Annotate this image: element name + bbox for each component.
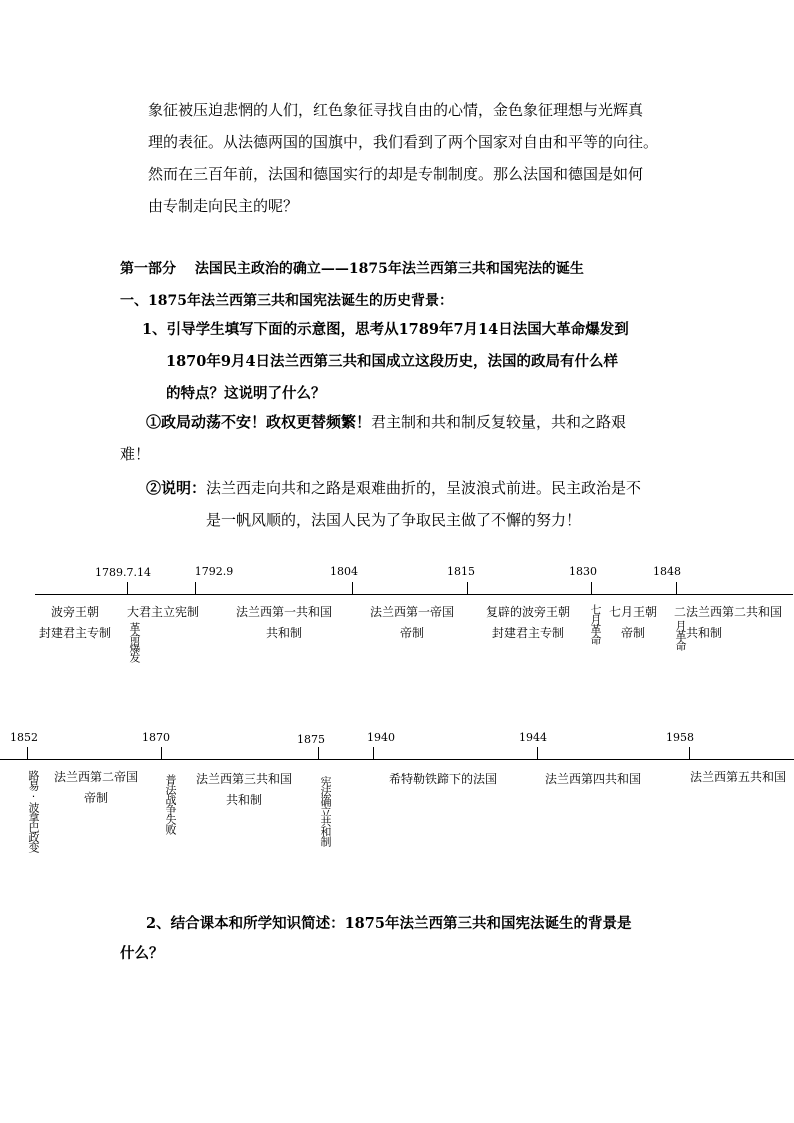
period-fourth-republic: 法兰西第四共和国: [544, 772, 641, 786]
timeline-1-year: 1789.7.14: [95, 566, 151, 579]
timeline-2-year: 1944: [519, 731, 547, 744]
intro-line-1: 象征被压迫悲惘的人们，红色象征寻找自由的心情，金色象征理想与光辉真: [148, 101, 644, 119]
vertical-label-july-revolution: 七月革命: [589, 604, 602, 644]
q1-line-3: 的特点？这说明了什么？: [166, 385, 326, 402]
timeline-1-tick: [127, 582, 128, 594]
timeline-1-tick: [352, 582, 353, 594]
timeline-2-year: 1958: [666, 731, 694, 744]
timeline-1-tick: [676, 582, 677, 594]
timeline-2-tick: [318, 747, 319, 759]
timeline-2-year: 1870: [142, 731, 170, 744]
vertical-label-february-revolution: 月革命: [674, 620, 687, 650]
timeline-1-year: 1792.9: [194, 565, 234, 578]
section-heading: 一、1875年法兰西第三共和国宪法诞生的历史背景：: [120, 293, 453, 309]
timeline-1-year: 1815: [447, 565, 475, 578]
timeline-2-tick: [689, 747, 690, 759]
timeline-2-tick: [373, 747, 374, 759]
intro-line-4: 由专制走向民主的呢？: [148, 197, 299, 215]
timeline-1-year: 1830: [569, 565, 597, 578]
period-bourbon-restoration: 复辟的波旁王朝 封建君主专制: [485, 605, 570, 640]
intro-line-2: 理的表征。从法德两国的国旗中，我们看到了两个国家对自由和平等的向往。: [148, 133, 659, 151]
answer-1-text: 君主制和共和制反复较量，共和之路艰: [371, 413, 627, 431]
answer-1-bold: ①政局动荡不安！政权更替频繁！: [146, 413, 372, 431]
period-constitutional-monarchy: 大君主立宪制: [127, 605, 200, 619]
period-first-empire: 法兰西第一帝国 帝制: [369, 605, 454, 640]
period-bourbon: 波旁王朝 封建君主专制: [38, 605, 111, 640]
timeline-2-tick: [27, 747, 28, 759]
answer-1-continuation: 难！: [120, 445, 151, 463]
q1-line-2: 1870年9月4日法兰西第三共和国成立这段历史，法国的政局有什么样: [166, 353, 619, 370]
answer-2-line: [146, 472, 641, 504]
part-heading: 第一部分 法国民主政治的确立——1875年法兰西第三共和国宪法的诞生: [120, 261, 584, 277]
vertical-label-revolution: 革命爆发: [128, 622, 141, 662]
period-second-empire: 法兰西第二帝国 帝制: [53, 770, 138, 805]
period-fifth-republic: 法兰西第五共和国: [689, 770, 786, 784]
timeline-2-tick: [537, 747, 538, 759]
q1-line-1: 1、引导学生填写下面的示意图，思考从1789年7月14日法国大革命爆发到: [142, 321, 629, 338]
timeline-1-axis: [35, 594, 793, 595]
timeline-1-tick: [591, 582, 592, 594]
intro-line-3: 然而在三百年前，法国和德国实行的却是专制制度。那么法国和德国是如何: [148, 165, 644, 183]
timeline-2-tick: [161, 747, 162, 759]
timeline-2-year: 1852: [10, 731, 38, 744]
timeline-1-tick: [195, 582, 196, 594]
vertical-label-franco-prussian-war: 普法战争失败: [164, 774, 177, 834]
timeline-1-tick: [467, 582, 468, 594]
q2-line-1: 2、结合课本和所学知识简述：1875年法兰西第三共和国宪法诞生的背景是: [146, 915, 632, 932]
period-second-republic: 二法兰西第二共和国 共和制: [674, 605, 783, 640]
answer-2-bold: ②说明：: [146, 479, 207, 497]
answer-2-text: 法兰西走向共和之路是艰难曲折的，呈波浪式前进。民主政治是不: [206, 479, 642, 497]
timeline-1-year: 1804: [330, 565, 358, 578]
timeline-1-year: 1848: [653, 565, 681, 578]
timeline-2-axis: [0, 759, 794, 760]
q2-line-2: 什么？: [120, 945, 164, 962]
vertical-label-louis-bonaparte-coup: 路易·波拿巴政变: [27, 770, 40, 852]
answer-2-continuation: 是一帆风顺的，法国人民为了争取民主做了不懈的努力！: [206, 511, 582, 529]
timeline-2-year: 1875: [297, 733, 325, 746]
answer-1-line: [146, 406, 626, 438]
period-first-republic: 法兰西第一共和国 共和制: [235, 605, 332, 640]
vertical-label-constitution-republic: 宪法确立共和制: [319, 776, 332, 846]
period-third-republic: 法兰西第三共和国 共和制: [195, 772, 292, 807]
period-july-monarchy: 七月王朝 帝制: [608, 605, 657, 640]
period-nazi-occupation: 希特勒铁蹄下的法国: [388, 772, 497, 786]
timeline-2-year: 1940: [367, 731, 395, 744]
